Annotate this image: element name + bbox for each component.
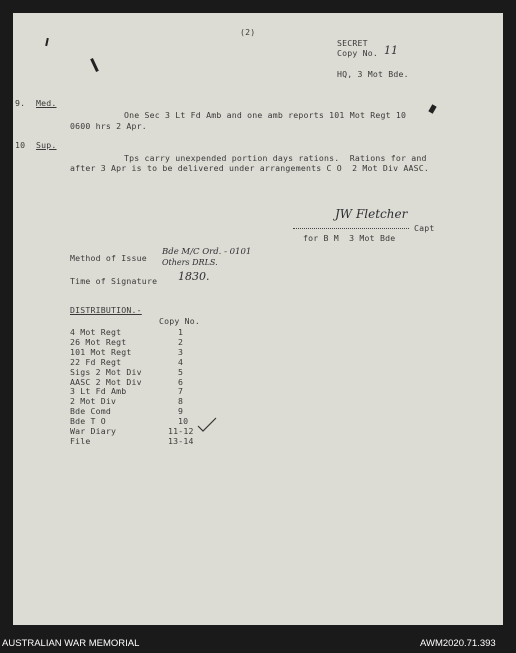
distribution-copy-number: 7 [178, 386, 184, 397]
signatory-rank: Capt [414, 223, 435, 233]
section-heading: Sup. [36, 140, 57, 150]
section-text: 0600 hrs 2 Apr. [70, 121, 147, 131]
distribution-unit: 26 Mot Regt [70, 336, 127, 347]
copy-label: Copy No. [337, 48, 379, 58]
method-of-issue-value: Others DRLS. [162, 258, 218, 267]
ink-mark [428, 104, 436, 113]
method-of-issue-label: Method of Issue [70, 253, 147, 263]
distribution-copy-number: 10 [178, 416, 189, 427]
section-text: after 3 Apr is to be delivered under arrangements C O 2 Mot Div AASC. [70, 163, 430, 173]
section-number: 9. [15, 98, 26, 108]
distribution-copy-number: 1 [178, 327, 184, 337]
classification-marking: SECRET [337, 38, 368, 48]
signatory-title: for B M 3 Mot Bde [303, 233, 396, 243]
section-text: One Sec 3 Lt Fd Amb and one amb reports 101 Mot Regt 10 [124, 110, 407, 120]
distribution-copy-number: 3 [178, 346, 184, 357]
distribution-unit: 101 Mot Regt [70, 346, 132, 357]
page-number: (2) [240, 27, 256, 37]
distribution-unit: Sigs 2 Mot Div [70, 366, 142, 377]
signature-dotted-line [293, 228, 409, 229]
footer-reference: AWM2020.71.393 [420, 638, 496, 649]
distribution-heading: DISTRIBUTION.- [70, 305, 142, 315]
distribution-unit: 4 Mot Regt [70, 327, 122, 337]
distribution-unit: Bde T O [70, 416, 106, 427]
distribution-copy-number: 5 [178, 366, 184, 377]
section-number: 10 [15, 140, 26, 150]
document-page [13, 13, 503, 625]
signature: JW Fletcher [335, 207, 408, 221]
distribution-copy-number: 2 [178, 336, 184, 347]
time-of-signature-value: 1830. [178, 270, 210, 283]
distribution-unit: Bde Comd [70, 406, 112, 417]
distribution-unit: AASC 2 Mot Div [70, 376, 142, 387]
distribution-copy-number: 8 [178, 396, 184, 407]
copy-number-handwritten: 11 [384, 44, 398, 57]
distribution-unit: War Diary [70, 426, 117, 436]
copy-number-header: Copy No. [159, 316, 201, 326]
distribution-unit: 3 Lt Fd Amb [70, 386, 127, 397]
footer-source: AUSTRALIAN WAR MEMORIAL [2, 638, 140, 649]
distribution-copy-number: 13-14 [168, 435, 194, 446]
distribution-copy-number: 4 [178, 356, 184, 367]
distribution-copy-number: 6 [178, 376, 184, 387]
hq-line: HQ, 3 Mot Bde. [337, 69, 409, 79]
distribution-unit: 2 Mot Div [70, 396, 117, 407]
distribution-unit: 22 Fd Regt [70, 356, 122, 367]
check-mark-icon [197, 417, 217, 433]
ink-mark [45, 38, 49, 46]
time-of-signature-label: Time of Signature [70, 276, 158, 286]
distribution-unit: File [70, 435, 91, 446]
ink-mark [90, 58, 99, 72]
distribution-copy-number: 11-12 [168, 426, 194, 436]
method-of-issue-value: Bde M/C Ord. - 0101 [162, 247, 252, 257]
section-heading: Med. [36, 98, 57, 108]
distribution-copy-number: 9 [178, 406, 184, 417]
section-text: Tps carry unexpended portion days rations. Rations for and [124, 153, 427, 163]
